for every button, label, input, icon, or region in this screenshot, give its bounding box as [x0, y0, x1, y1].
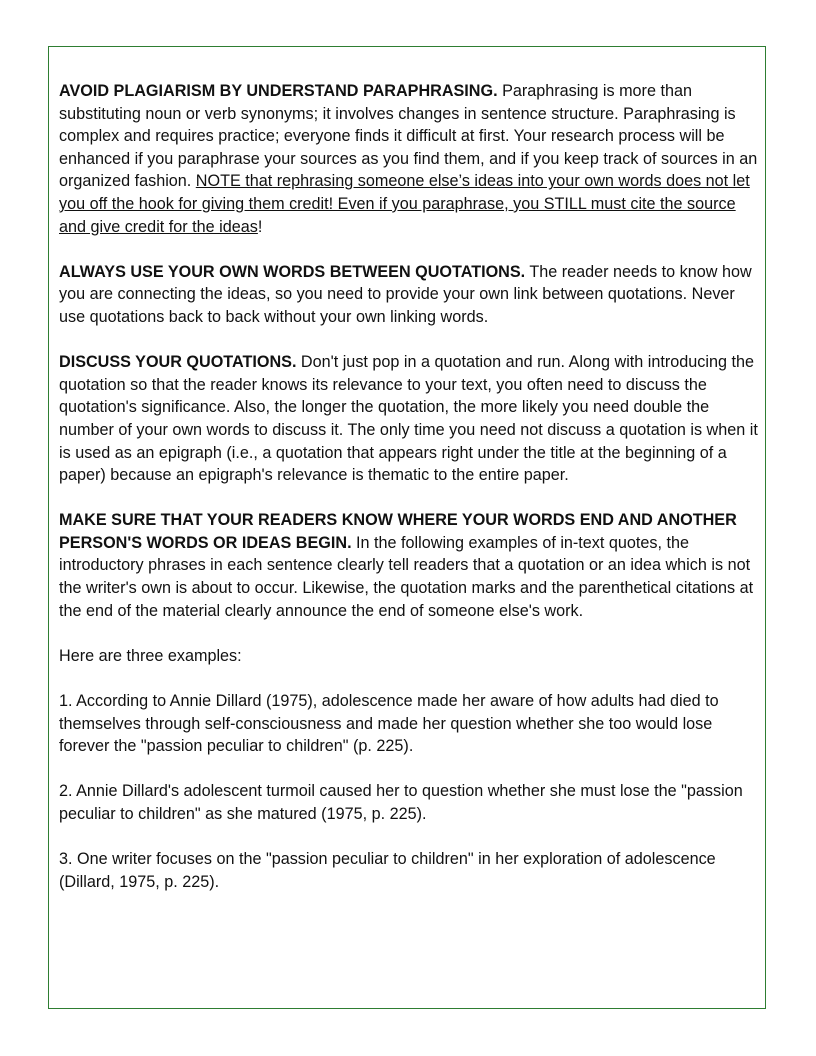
paragraph-text: Paraphrasing is more than substituting noun or verb synonyms; it involves changes in sentence structure. Paraphrasing is complex and requires practice; everyone finds it difficult at first. Your research process will be enhanced if you paraphrase your sources as you find them, and if you keep track of sources in an organized fashion. — [59, 82, 758, 191]
paragraph-text: Don't just pop in a quotation and run. Along with introducing the quotation so that the reader knows its relevance to your text, you often need to discuss the quotation's significance. Also, the longer the quotation, the more likely you need double the number of your own words to discuss it. The only time you need not discuss a quotation is when it is used as an epigraph (i.e., a quotation that appears right under the title at the beginning of a paper) because an epigraph's relevance is thematic to the entire paper. — [59, 353, 758, 485]
example-2: 2. Annie Dillard's adolescent turmoil caused her to question whether she must lose the "passion peculiar to children" as she matured (1975, p. 225). — [59, 782, 743, 823]
paragraph-discuss-quotations — [59, 351, 759, 487]
example-1: 1. According to Annie Dillard (1975), adolescence made her aware of how adults had died to themselves through self-consciousness and made her question whether she too would lose forever the "passion peculiar to children" (p. 225). — [59, 692, 719, 756]
heading-avoid-plagiarism: AVOID PLAGIARISM BY UNDERSTAND PARAPHRASING. — [59, 82, 498, 100]
examples-intro: Here are three examples: — [59, 646, 242, 665]
example-3: 3. One writer focuses on the "passion peculiar to children" in her exploration of adolescence (Dillard, 1975, p. 225). — [59, 850, 716, 891]
heading-discuss-quotations: DISCUSS YOUR QUOTATIONS. — [59, 353, 297, 372]
paragraph-text: In the following examples of in-text quotes, the introductory phrases in each sentence clearly tell readers that a quotation or an idea which is not the writer's own is about to occur. Likewise, the quotation marks and the parenthetical citations at the end of the material clearly announce the end of someone else's work. — [59, 533, 754, 620]
paragraph-avoid-plagiarism — [59, 80, 759, 238]
heading-make-sure: MAKE SURE THAT YOUR READERS KNOW WHERE YOUR WORDS END AND ANOTHER PERSON'S WORDS OR IDEAS BEGIN. — [59, 511, 737, 552]
paragraph-own-words — [59, 261, 759, 329]
heading-own-words: ALWAYS USE YOUR OWN WORDS BETWEEN QUOTATIONS. — [59, 262, 526, 281]
paragraph-make-sure — [59, 509, 759, 622]
paragraph-end: ! — [257, 217, 263, 236]
underlined-note: NOTE that rephrasing someone else’s ideas into your own words does not let you off the hook for giving them credit! Even if you paraphrase, you STILL must cite the source and give credit for the ideas — [59, 172, 750, 236]
paragraph-text: The reader needs to know how you are connecting the ideas, so you need to provide your own link between quotations. Never use quotations back to back without your own linking words. — [59, 262, 752, 326]
document-body — [59, 80, 759, 893]
